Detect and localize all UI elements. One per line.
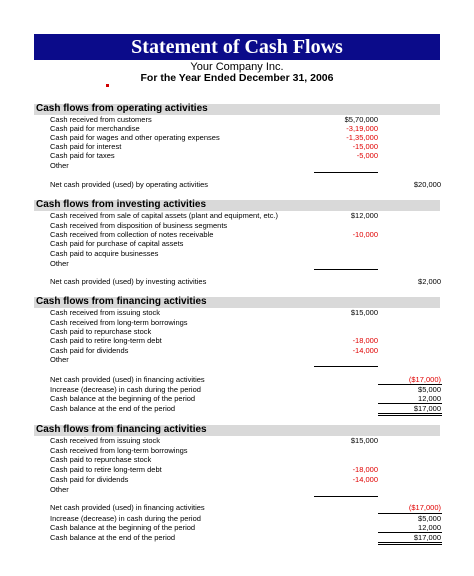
financing-item-value: -18,000 bbox=[352, 465, 378, 474]
page-title: Statement of Cash Flows bbox=[131, 36, 343, 58]
financing-item-label: Cash paid to retire long-term debt bbox=[50, 336, 162, 345]
investing-item-value: $12,000 bbox=[350, 211, 378, 220]
operating-item-label: Cash paid for interest bbox=[50, 142, 122, 151]
financing-section-header bbox=[34, 297, 440, 308]
financing-item-value: $15,000 bbox=[350, 436, 378, 445]
financing-net-label: Net cash provided (used) in financing activities bbox=[50, 375, 205, 384]
investing-net-value: $2,000 bbox=[418, 277, 441, 286]
operating-item-value: -3,19,000 bbox=[346, 124, 378, 133]
subtotal-rule bbox=[314, 172, 378, 173]
financing-heading: Cash flows from financing activities bbox=[36, 296, 207, 307]
operating-item-label: Cash received from customers bbox=[50, 115, 152, 124]
financing-item-label: Other bbox=[50, 355, 69, 364]
double-total-rule bbox=[378, 413, 442, 416]
end-balance-value: $17,000 bbox=[413, 404, 441, 413]
operating-item-label: Cash paid for merchandise bbox=[50, 124, 140, 133]
operating-item-label: Other bbox=[50, 161, 69, 170]
operating-item-label: Cash paid for taxes bbox=[50, 151, 115, 160]
title-bar bbox=[34, 34, 440, 60]
operating-item-value: -5,000 bbox=[356, 151, 378, 160]
begin-balance-label: Cash balance at the beginning of the period bbox=[50, 523, 196, 532]
increase-value: $5,000 bbox=[418, 385, 441, 394]
operating-section-header bbox=[34, 104, 440, 115]
operating-item-value: -15,000 bbox=[352, 142, 378, 151]
subtotal-rule bbox=[314, 269, 378, 270]
investing-item-label: Cash paid to acquire businesses bbox=[50, 249, 159, 258]
investing-net-label: Net cash provided (used) by investing activities bbox=[50, 277, 207, 286]
financing-item-label: Cash paid to repurchase stock bbox=[50, 455, 152, 464]
operating-item-label: Cash paid for wages and other operating expenses bbox=[50, 133, 220, 142]
end-balance-label: Cash balance at the end of the period bbox=[50, 533, 176, 542]
investing-item-label: Cash received from sale of capital assets (plant and equipment, etc.) bbox=[50, 211, 279, 220]
financing-item-label: Cash paid to repurchase stock bbox=[50, 327, 152, 336]
financing-item-value: -14,000 bbox=[352, 475, 378, 484]
investing-item-label: Cash received from collection of notes receivable bbox=[50, 230, 214, 239]
company-name: Your Company Inc. bbox=[190, 61, 284, 73]
increase-value: $5,000 bbox=[418, 514, 441, 523]
end-balance-value: $17,000 bbox=[413, 533, 441, 542]
financing-section-header-2 bbox=[34, 425, 440, 436]
financing-item-label: Other bbox=[50, 485, 69, 494]
increase-label: Increase (decrease) in cash during the period bbox=[50, 385, 201, 394]
operating-item-value: $5,70,000 bbox=[344, 115, 378, 124]
operating-item-value: -1,35,000 bbox=[346, 133, 378, 142]
financing-item-label: Cash paid for dividends bbox=[50, 475, 129, 484]
statement-period: For the Year Ended December 31, 2006 bbox=[140, 72, 334, 84]
red-marker bbox=[106, 84, 109, 87]
investing-item-label: Cash received from disposition of business segments bbox=[50, 221, 228, 230]
subtotal-rule bbox=[314, 366, 378, 367]
financing-net-value: ($17,000) bbox=[408, 375, 441, 384]
financing-heading-2: Cash flows from financing activities bbox=[36, 424, 207, 435]
financing-item-value: -18,000 bbox=[352, 336, 378, 345]
operating-heading: Cash flows from operating activities bbox=[36, 103, 208, 114]
operating-net-label: Net cash provided (used) by operating activities bbox=[50, 180, 208, 189]
financing-item-label: Cash received from long-term borrowings bbox=[50, 318, 188, 327]
operating-net-value: $20,000 bbox=[413, 180, 441, 189]
financing-item-label: Cash paid to retire long-term debt bbox=[50, 465, 162, 474]
financing-item-label: Cash received from long-term borrowings bbox=[50, 446, 188, 455]
end-balance-label: Cash balance at the end of the period bbox=[50, 404, 176, 413]
investing-item-value: -10,000 bbox=[352, 230, 378, 239]
double-total-rule bbox=[378, 542, 442, 545]
begin-balance-value: 12,000 bbox=[418, 394, 441, 403]
begin-balance-label: Cash balance at the beginning of the period bbox=[50, 394, 196, 403]
subtotal-rule bbox=[314, 496, 378, 497]
investing-item-label: Other bbox=[50, 259, 69, 268]
financing-item-label: Cash received from issuing stock bbox=[50, 308, 161, 317]
financing-net-label: Net cash provided (used) in financing activities bbox=[50, 503, 205, 512]
financing-item-label: Cash paid for dividends bbox=[50, 346, 129, 355]
financing-item-label: Cash received from issuing stock bbox=[50, 436, 161, 445]
investing-item-label: Cash paid for purchase of capital assets bbox=[50, 239, 184, 248]
investing-section-header bbox=[34, 200, 440, 211]
begin-balance-value: 12,000 bbox=[418, 523, 441, 532]
financing-item-value: -14,000 bbox=[352, 346, 378, 355]
increase-label: Increase (decrease) in cash during the period bbox=[50, 514, 201, 523]
financing-item-value: $15,000 bbox=[350, 308, 378, 317]
investing-heading: Cash flows from investing activities bbox=[36, 199, 207, 210]
financing-net-value: ($17,000) bbox=[408, 503, 441, 512]
